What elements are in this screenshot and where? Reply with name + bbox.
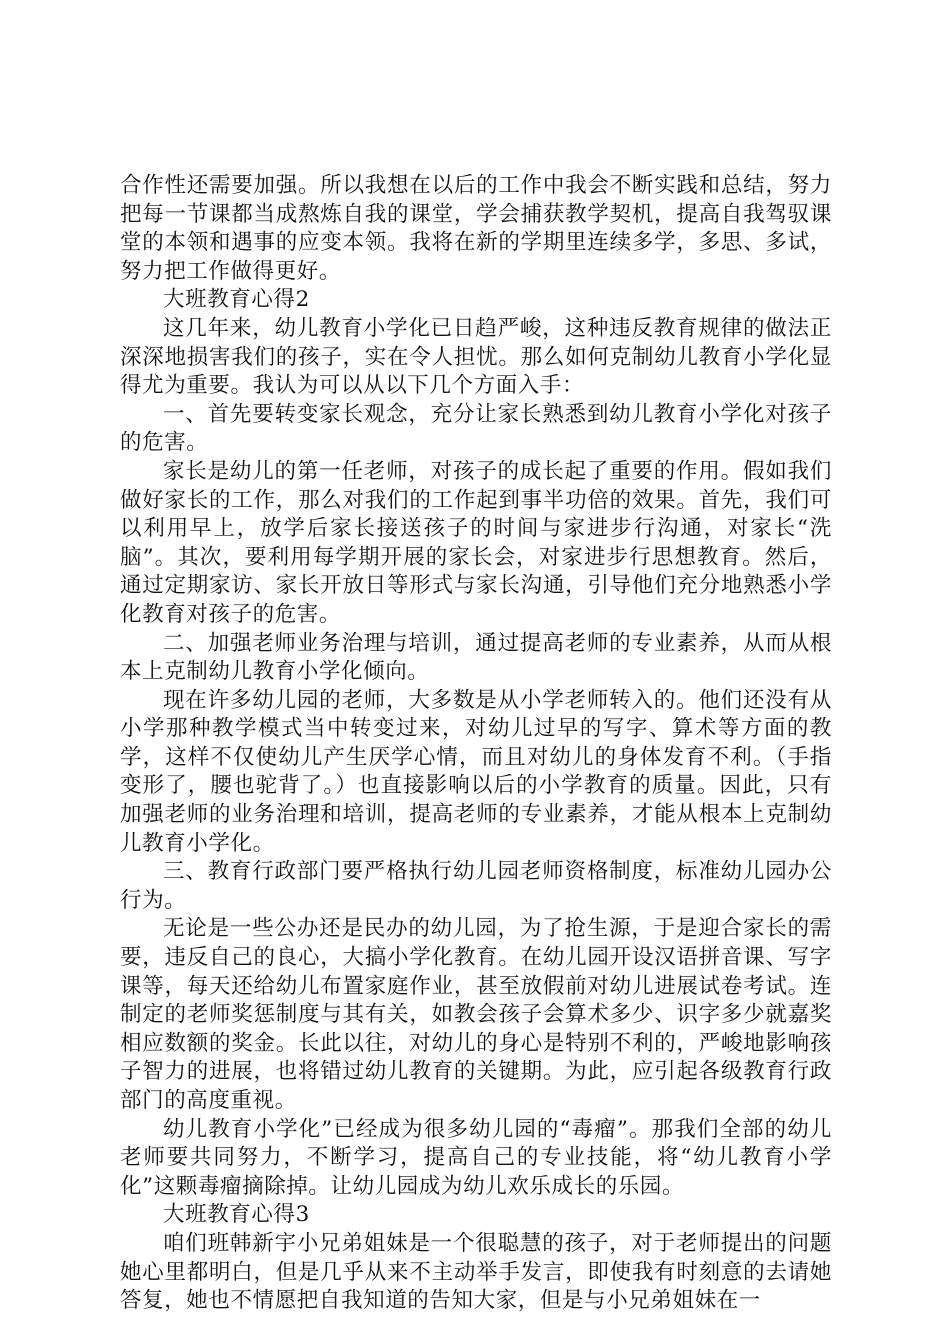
paragraph: 二、加强老师业务治理与培训，通过提高老师的专业素养，从而从根本上克制幼儿教育小学化倾向。 (120, 630, 832, 685)
paragraph: 一、首先要转变家长观念，充分让家长熟悉到幼儿教育小学化对孩子的危害。 (120, 401, 832, 456)
paragraph: 家长是幼儿的第一任老师，对孩子的成长起了重要的作用。假如我们做好家长的工作，那么对我们的工作起到事半功倍的效果。首先，我们可以利用早上，放学后家长接送孩子的时间与家进步行沟通，对家长“洗脑”。其次，要利用每学期开展的家长会，对家进步行思想教育。然后，通过定期家访、家长开放日等形式与家长沟通，引导他们充分地熟悉小学化教育对孩子的危害。 (120, 458, 832, 627)
paragraph: 这几年来，幼儿教育小学化已日趋严峻，这种违反教育规律的做法正深深地损害我们的孩子，实在令人担忧。那么如何克制幼儿教育小学化显得尤为重要。我认为可以从以下几个方面入手： (120, 315, 832, 399)
section-heading: 大班教育心得3 (163, 1202, 310, 1228)
paragraph: 合作性还需要加强。所以我想在以后的工作中我会不断实践和总结，努力把每一节课都当成熬炼自我的课堂，学会捕获教学契机，提高自我驾驭课堂的本领和遇事的应变本领。我将在新的学期里连续多学，多思、多试，努力把工作做得更好。 (120, 173, 832, 284)
document-body (120, 172, 832, 1316)
paragraph: 三、教育行政部门要严格执行幼儿园老师资格制度，标准幼儿园办公行为。 (120, 859, 832, 913)
paragraph: 咱们班韩新宇小兄弟姐妹是一个很聪慧的孩子，对于老师提出的问题她心里都明白，但是几乎从来不主动举手发言，即使我有时刻意的去请她答复，她也不情愿把自我知道的告知大家，但是与小兄弟姐妹在一 (120, 1230, 832, 1314)
paragraph: 现在许多幼儿园的老师，大多数是从小学老师转入的。他们还没有从小学那种教学模式当中转变过来，对幼儿过早的写字、算术等方面的教学，这样不仅使幼儿产生厌学心情，而且对幼儿的身体发育不利。（手指变形了，腰也驼背了。）也直接影响以后的小学教育的质量。因此，只有加强老师的业务治理和培训，提高老师的专业素养，才能从根本上克制幼儿教育小学化。 (120, 687, 832, 856)
section-heading: 大班教育心得2 (163, 287, 310, 313)
paragraph: 幼儿教育小学化”已经成为很多幼儿园的“毒瘤”。那我们全部的幼儿老师要共同努力，不断学习，提高自己的专业技能，将“幼儿教育小学化”这颗毒瘤摘除掉。让幼儿园成为幼儿欢乐成长的乐园。 (120, 1116, 832, 1199)
paragraph: 无论是一些公办还是民办的幼儿园，为了抢生源，于是迎合家长的需要，违反自己的良心，大搞小学化教育。在幼儿园开设汉语拼音课、写字课等，每天还给幼儿布置家庭作业，甚至放假前对幼儿进展试卷考试。连制定的老师奖惩制度与其有关，如教会孩子会算术多少、识字多少就嘉奖相应数额的奖金。长此以往，对幼儿的身心是特别不利的，严峻地影响孩子智力的进展，也将错过幼儿教育的关键期。为此，应引起各级教育行政部门的高度重视。 (120, 916, 832, 1113)
